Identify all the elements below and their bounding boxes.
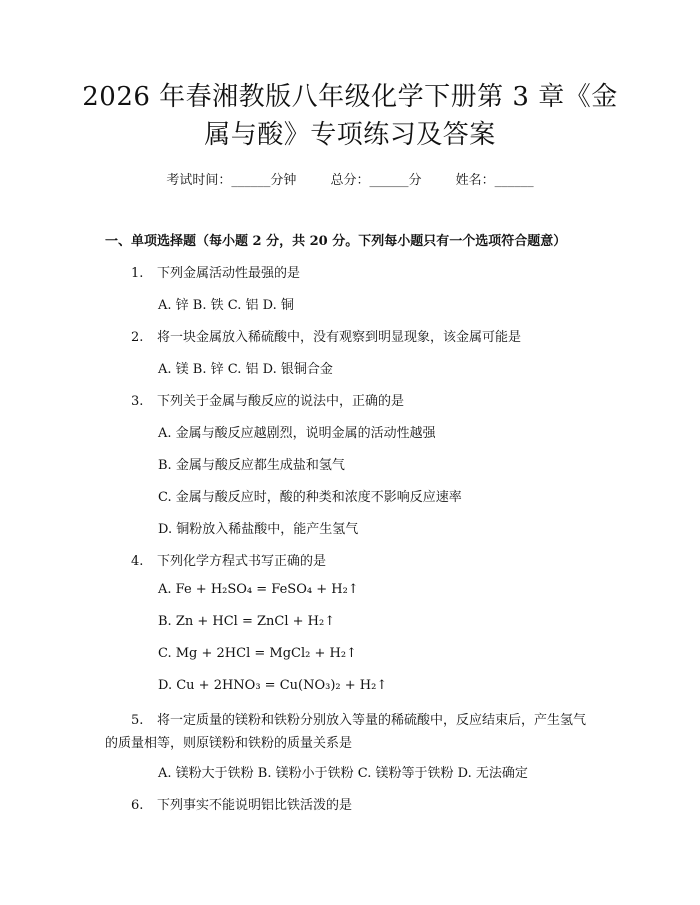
title-line-2: 属与酸》专项练习及答案 bbox=[204, 120, 496, 150]
question-3-option-a: A. 金属与酸反应越剧烈，说明金属的活动性越强 bbox=[158, 426, 436, 441]
question-text: 将一定质量的镁粉和铁粉分别放入等量的稀硫酸中，反应结束后，产生氢气的质量相等，则原镁粉和铁粉的质量关系是 bbox=[105, 713, 587, 751]
question-6 bbox=[131, 794, 352, 813]
question-3 bbox=[131, 390, 404, 409]
question-3-option-d: D. 铜粉放入稀盐酸中，能产生氢气 bbox=[158, 522, 359, 537]
question-text: 下列金属活动性最强的是 bbox=[157, 266, 301, 281]
question-number: 6. bbox=[131, 798, 144, 813]
section-heading-single-choice: 一、单项选择题（每小题 2 分，共 20 分。下列每小题只有一个选项符合题意） bbox=[105, 234, 567, 249]
question-text: 下列事实不能说明铝比铁活泼的是 bbox=[157, 798, 353, 813]
total-score-field: 总分：______分 bbox=[330, 173, 422, 188]
question-1 bbox=[131, 262, 300, 281]
question-number: 1. bbox=[131, 266, 144, 281]
document-title bbox=[60, 78, 640, 154]
question-5 bbox=[105, 709, 595, 755]
question-4-option-c: C. Mg + 2HCl = MgCl₂ + H₂↑ bbox=[158, 646, 357, 661]
question-2-options: A. 镁 B. 锌 C. 铝 D. 银铜合金 bbox=[158, 362, 333, 377]
question-1-options: A. 锌 B. 铁 C. 铝 D. 铜 bbox=[158, 298, 294, 313]
question-5-options: A. 镁粉大于铁粉 B. 镁粉小于铁粉 C. 镁粉等于铁粉 D. 无法确定 bbox=[158, 766, 528, 781]
student-name-field: 姓名：______ bbox=[455, 173, 534, 188]
question-number: 4. bbox=[131, 554, 144, 569]
question-number: 3. bbox=[131, 394, 144, 409]
question-4-option-a: A. Fe + H₂SO₄ = FeSO₄ + H₂↑ bbox=[158, 582, 359, 597]
question-2 bbox=[131, 326, 521, 345]
question-3-option-b: B. 金属与酸反应都生成盐和氢气 bbox=[158, 458, 345, 473]
question-4-option-b: B. Zn + HCl = ZnCl + H₂↑ bbox=[158, 614, 336, 629]
title-line-1: 2026 年春湘教版八年级化学下册第 3 章《金 bbox=[82, 82, 618, 112]
question-text: 下列化学方程式书写正确的是 bbox=[157, 554, 327, 569]
question-4-option-d: D. Cu + 2HNO₃ = Cu(NO₃)₂ + H₂↑ bbox=[158, 678, 388, 693]
question-text: 将一块金属放入稀硫酸中，没有观察到明显现象，该金属可能是 bbox=[157, 330, 522, 345]
exam-info-line bbox=[0, 169, 700, 188]
question-number: 2. bbox=[131, 330, 144, 345]
question-3-option-c: C. 金属与酸反应时，酸的种类和浓度不影响反应速率 bbox=[158, 490, 462, 505]
question-number: 5. bbox=[131, 713, 144, 728]
question-4 bbox=[131, 550, 326, 569]
question-text: 下列关于金属与酸反应的说法中，正确的是 bbox=[157, 394, 405, 409]
exam-time-field: 考试时间：______分钟 bbox=[166, 173, 297, 188]
